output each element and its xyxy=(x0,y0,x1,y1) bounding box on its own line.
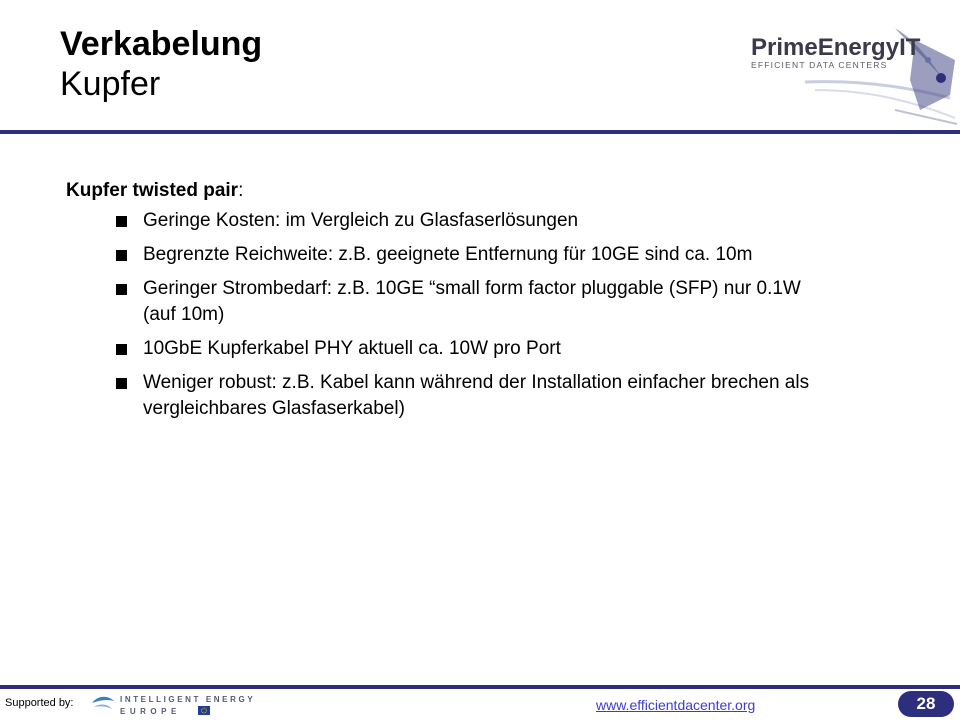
logo-tagline: EFFICIENT DATA CENTERS xyxy=(751,60,888,70)
square-bullet-icon xyxy=(116,250,127,261)
bullet-text: Geringe Kosten: im Vergleich zu Glasfaserlösungen xyxy=(143,210,579,231)
content-heading xyxy=(66,178,856,204)
square-bullet-icon xyxy=(116,284,127,295)
slide-title: Verkabelung xyxy=(60,25,263,63)
bottom-divider xyxy=(0,685,960,689)
website-link[interactable]: www.efficientdacenter.org xyxy=(596,697,756,713)
slide-subtitle: Kupfer xyxy=(60,65,161,103)
content-heading-bold: Kupfer twisted pair xyxy=(66,180,239,201)
iee-line1: INTELLIGENT ENERGY xyxy=(120,695,256,704)
square-bullet-icon xyxy=(116,378,127,389)
bullet-text: Geringer Strombedarf: z.B. 10GE “small form factor pluggable (SFP) nur 0.1W (auf 10m) xyxy=(143,278,801,325)
page-number-badge: 28 xyxy=(898,691,954,717)
bullet-item xyxy=(116,242,823,268)
intelligent-energy-europe-logo xyxy=(90,691,270,717)
bullet-item xyxy=(116,370,823,422)
slide-content xyxy=(66,178,856,430)
bullet-item xyxy=(116,336,823,362)
bullet-text: Begrenzte Reichweite: z.B. geeignete Entfernung für 10GE sind ca. 10m xyxy=(143,244,753,265)
bullet-item xyxy=(116,208,823,234)
logo-name: PrimeEnergyIT xyxy=(751,34,921,61)
supported-by-label: Supported by: xyxy=(5,697,74,709)
primeenergyit-logo xyxy=(745,20,960,130)
square-bullet-icon xyxy=(116,216,127,227)
square-bullet-icon xyxy=(116,344,127,355)
slide-title-block xyxy=(60,24,262,104)
top-divider xyxy=(0,130,960,134)
eu-flag-icon xyxy=(198,706,210,715)
iee-line2: EUROPE xyxy=(120,707,181,716)
content-heading-suffix: : xyxy=(238,180,244,201)
iee-swoosh-icon xyxy=(92,697,114,703)
bullet-item xyxy=(116,276,823,328)
bullet-list xyxy=(66,208,856,422)
bullet-text: 10GbE Kupferkabel PHY aktuell ca. 10W pro Port xyxy=(143,338,561,359)
bullet-text: Weniger robust: z.B. Kabel kann während der Installation einfacher brechen als vergleichbares Glasfaserkabel) xyxy=(143,372,810,419)
